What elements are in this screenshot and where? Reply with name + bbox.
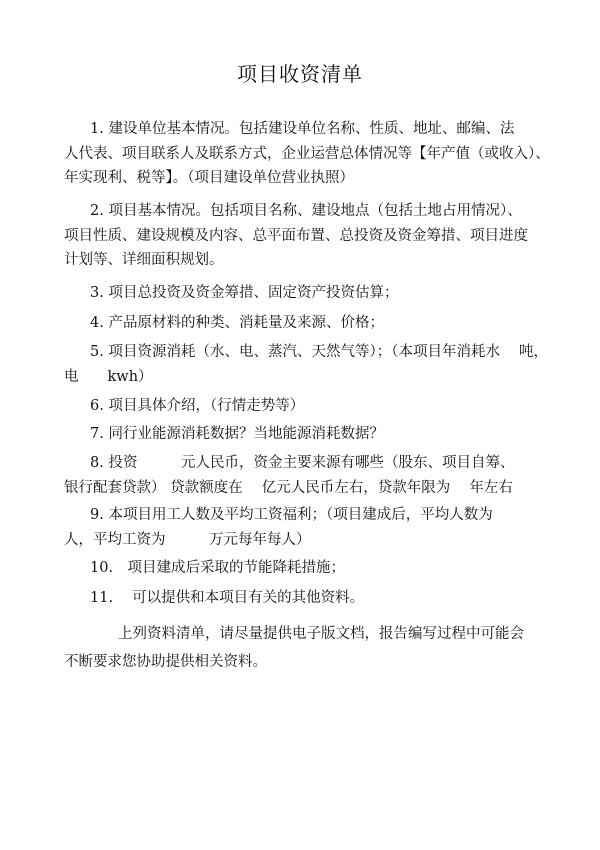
document-title: 项目收资清单 xyxy=(237,62,363,86)
list-item-7 xyxy=(64,422,534,447)
list-item-4 xyxy=(64,311,534,336)
item-3-line-1: 3. 项目总投资及资金筹措、固定资产投资估算； xyxy=(90,285,399,301)
item-2-line-1: 2. 项目基本情况。包括项目名称、建设地点（包括土地占用情况）、 xyxy=(90,203,522,219)
closing-line-1: 上列资料清单，请尽量提供电子版文档，报告编写过程中可能会 xyxy=(118,626,524,642)
list-item-11 xyxy=(64,586,534,611)
item-1-line-3: 年实现利、税等】。（项目建设单位营业执照） xyxy=(64,170,354,186)
item-6-line-1: 6. 项目具体介绍，（行情走势等） xyxy=(90,398,305,414)
item-7-line-1: 7. 同行业能源消耗数据？当地能源消耗数据？ xyxy=(90,426,384,442)
item-1-line-1: 1. 建设单位基本情况。包括建设单位名称、性质、地址、邮编、法 xyxy=(90,121,515,137)
item-1-line-2: 人代表、项目联系人及联系方式，企业运营总体情况等【年产值（或收入）、 xyxy=(64,145,550,162)
item-5-line-1: 5. 项目资源消耗（水、电、蒸汽、天然气等）；（本项目年消耗水 吨， xyxy=(90,344,549,360)
list-item-2 xyxy=(64,199,534,273)
item-9-line-1: 9. 本项目用工人数及平均工资福利；（项目建成后，平均人数为 xyxy=(90,507,493,523)
list-item-6 xyxy=(64,394,534,419)
item-8-line-2: 银行配套贷款） 贷款额度在 亿元人民币左右，贷款年限为 年左右 xyxy=(64,479,513,496)
item-8-line-1: 8. 投资 元人民币，资金主要来源有哪些（股东、项目自筹、 xyxy=(90,455,515,471)
item-2-line-2: 项目性质、建设规模及内容、总平面布置、总投资及资金筹措、项目进度 xyxy=(64,227,528,244)
list-item-10 xyxy=(64,556,534,581)
list-item-3 xyxy=(64,281,534,306)
list-item-9 xyxy=(64,503,534,552)
list-item-5 xyxy=(64,340,549,389)
item-2-line-3: 计划等、详细面积规划。 xyxy=(64,252,224,268)
list-item-1 xyxy=(64,117,550,191)
item-5-line-2: 电 kwh） xyxy=(64,368,153,385)
closing-line-2: 不断要求您协助提供相关资料。 xyxy=(64,654,267,670)
item-11-line-1: 11. 可以提供和本项目有关的其他资料。 xyxy=(90,590,365,606)
item-10-line-1: 10. 项目建成后采取的节能降耗措施； xyxy=(90,560,346,576)
item-4-line-1: 4. 产品原材料的种类、消耗量及来源、价格； xyxy=(90,315,384,331)
item-9-line-2: 人，平均工资为 万元每年每人） xyxy=(64,531,311,548)
list-item-8 xyxy=(64,451,534,500)
closing-note xyxy=(64,620,534,676)
